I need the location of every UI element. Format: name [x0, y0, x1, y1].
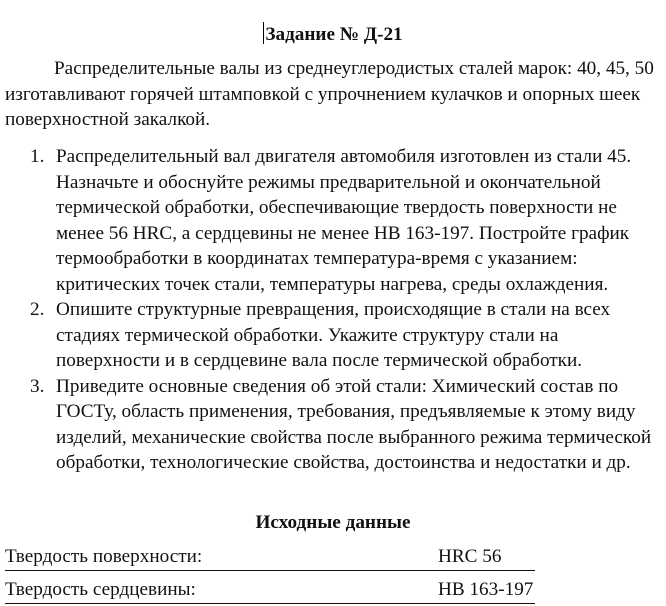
task-line: обработки, технологические свойства, достоинства и недостатки и др. — [56, 452, 631, 473]
task-line: Опишите структурные превращения, происходящие в стали на всех — [56, 299, 611, 320]
task-line: изделий, механические свойства после выбранного режима термической — [56, 426, 652, 448]
task-line: стадиях термической обработки. Укажите структуру стали на — [56, 324, 559, 346]
task-item-1 — [0, 144, 660, 297]
task-number: 3. — [30, 375, 45, 397]
task-line: критических точек стали, температуры нагрева, среды охлаждения. — [56, 273, 609, 295]
task-item-2 — [0, 297, 660, 374]
data-row-value: НВ 163-197 — [438, 579, 534, 600]
intro-paragraph — [5, 56, 663, 133]
intro-line: поверхностной закалкой. — [5, 109, 211, 130]
task-line: менее 56 HRC, а сердцевины не менее НВ 163-197. Постройте график — [56, 222, 630, 244]
initial-data-heading: Исходные данные — [255, 512, 411, 533]
task-line: Приведите основные сведения об этой стали: Химический состав по — [56, 375, 619, 397]
task-number: 1. — [30, 146, 45, 167]
page-title — [0, 22, 666, 48]
task-list — [0, 144, 660, 476]
task-line: термической обработки, обеспечивающие твердость поверхности не — [56, 197, 617, 218]
data-row-label: Твердость поверхности: — [5, 546, 203, 567]
data-row-label: Твердость сердцевины: — [5, 579, 196, 600]
page-title-text: Задание № Д-21 — [265, 24, 403, 45]
intro-line: Распределительные валы из среднеуглеродистых сталей марок: 40, 45, 50 — [54, 58, 654, 79]
task-line: Назначьте и обоснуйте режимы предварительной и окончательной — [56, 171, 601, 193]
data-row-core-hardness — [5, 577, 535, 604]
data-row-value: HRC 56 — [438, 546, 502, 567]
task-line: поверхности и в сердцевине вала после термической обработки. — [56, 350, 583, 371]
task-number: 2. — [30, 299, 45, 320]
task-item-3 — [0, 374, 660, 476]
task-line: Распределительный вал двигателя автомобиля изготовлен из стали 45. — [56, 146, 632, 167]
task-line: термообработки в координатах температура-время с указанием: — [56, 248, 578, 269]
task-line: ГОСТу, область применения, требования, предъявляемые к этому виду — [56, 401, 636, 422]
intro-line: изготавливают горячей штамповкой с упрочнением кулачков и опорных шеек — [5, 83, 641, 105]
data-row-surface-hardness — [5, 544, 535, 571]
